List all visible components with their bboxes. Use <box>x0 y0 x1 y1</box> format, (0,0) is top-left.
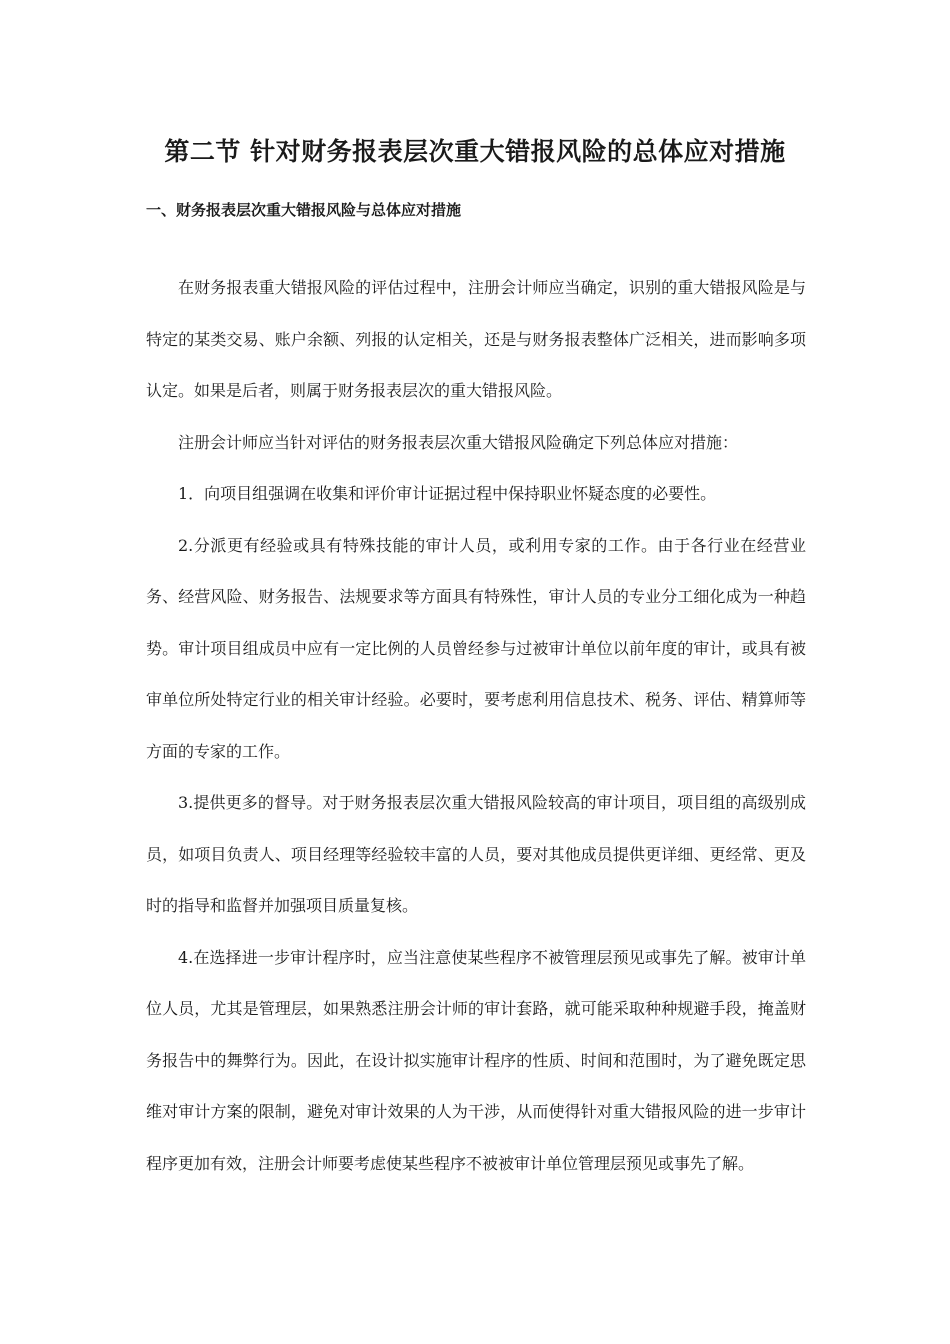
document-body <box>146 262 806 1189</box>
list-item-4: 4.在选择进一步审计程序时，应当注意使某些程序不被管理层预见或事先了解。被审计单位人员，尤其是管理层，如果熟悉注册会计师的审计套路，就可能采取种种规避手段，掩盖财务报告中的舞弊行为。因此，在设计拟实施审计程序的性质、时间和范围时，为了避免既定思维对审计方案的限制，避免对审计效果的人为干涉，从而使得针对重大错报风险的进一步审计程序更加有效，注册会计师要考虑使某些程序不被被审计单位管理层预见或事先了解。 <box>146 947 806 1173</box>
page-title: 第二节 针对财务报表层次重大错报风险的总体应对措施 <box>164 137 786 166</box>
section-heading: 一、财务报表层次重大错报风险与总体应对措施 <box>146 201 462 219</box>
list-item-2: 2.分派更有经验或具有特殊技能的审计人员，或利用专家的工作。由于各行业在经营业务、经营风险、财务报告、法规要求等方面具有特殊性，审计人员的专业分工细化成为一种趋势。审计项目组成员中应有一定比例的人员曾经参与过被审计单位以前年度的审计，或具有被审单位所处特定行业的相关审计经验。必要时，要考虑利用信息技术、税务、评估、精算师等方面的专家的工作。 <box>146 535 806 761</box>
paragraph-measures-lead: 注册会计师应当针对评估的财务报表层次重大错报风险确定下列总体应对措施： <box>178 432 739 452</box>
list-item-1: 1．向项目组强调在收集和评价审计证据过程中保持职业怀疑态度的必要性。 <box>178 484 717 503</box>
paragraph-intro: 在财务报表重大错报风险的评估过程中，注册会计师应当确定，识别的重大错报风险是与特定的某类交易、账户余额、列报的认定相关，还是与财务报表整体广泛相关，进而影响多项认定。如果是后者，则属于财务报表层次的重大错报风险。 <box>146 278 806 400</box>
list-item-3: 3.提供更多的督导。对于财务报表层次重大错报风险较高的审计项目，项目组的高级别成员，如项目负责人、项目经理等经验较丰富的人员，要对其他成员提供更详细、更经常、更及时的指导和监督并加强项目质量复核。 <box>146 793 806 915</box>
